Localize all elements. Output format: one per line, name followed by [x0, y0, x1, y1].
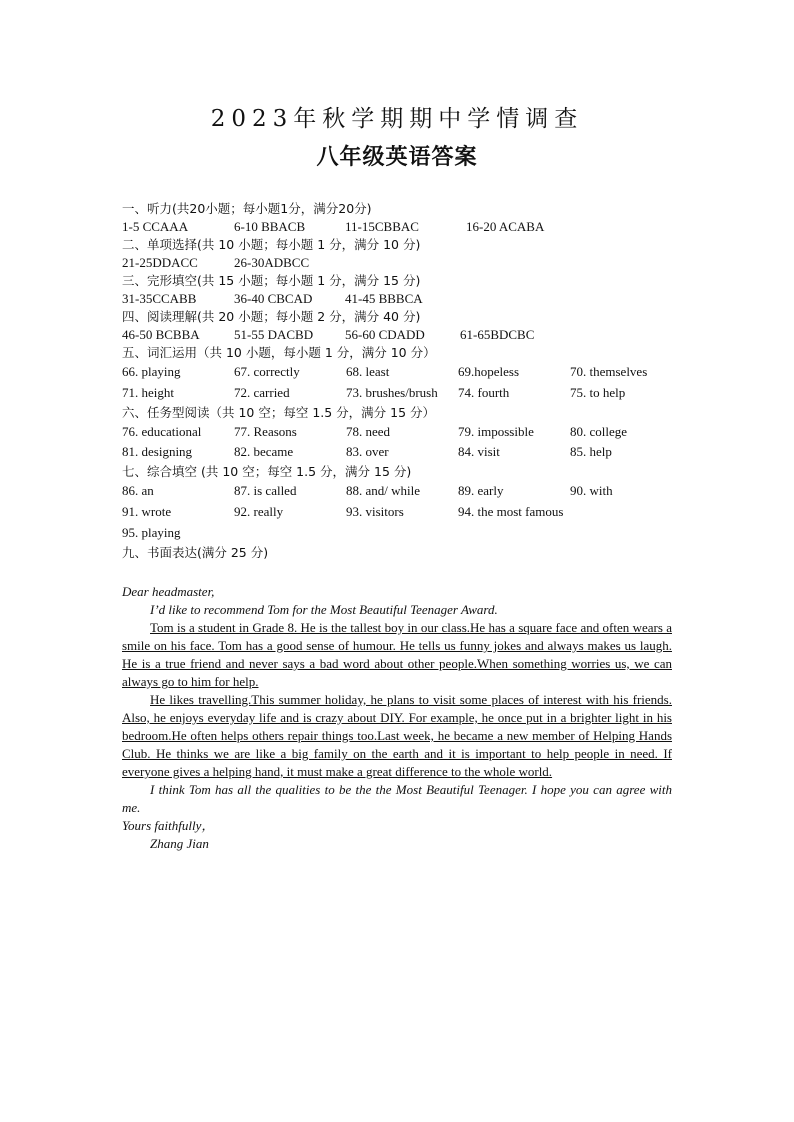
- answer-item: 21-25DDACC: [122, 255, 198, 270]
- answer-item: 73. brushes/brush: [346, 384, 438, 400]
- answer-item: 70. themselves: [570, 364, 648, 379]
- answer-item: 69.hopeless: [458, 364, 520, 379]
- answer-item: 82. became: [234, 444, 294, 460]
- answer-row: [122, 523, 674, 544]
- answer-item: 93. visitors: [346, 503, 404, 519]
- section-heading-vocabulary: 五、词汇运用（共 10 小题，每小题 1 分，满分 10 分）: [122, 345, 436, 360]
- answer-item: 95. playing: [122, 524, 181, 540]
- answer-item: 94. the most famous: [458, 503, 564, 519]
- answer-item: 74. fourth: [458, 384, 510, 400]
- answer-item: 72. carried: [234, 384, 290, 400]
- answer-item: 11-15CBBAC: [345, 219, 419, 234]
- answer-row: [122, 422, 674, 443]
- model-essay: [122, 583, 672, 853]
- answer-item: 31-35CCABB: [122, 291, 197, 306]
- answer-item: 88. and/ while: [346, 483, 421, 499]
- answer-item: 26-30ADBCC: [234, 255, 310, 270]
- answer-row: [122, 442, 674, 463]
- answer-row: [122, 290, 674, 308]
- answer-item: 78. need: [346, 423, 391, 439]
- answer-item: 71. height: [122, 384, 174, 400]
- essay-closing: I think Tom has all the qualities to be the the Most Beautiful Teenager. I hope you can agree with me.: [122, 782, 672, 815]
- exam-title: 2023年秋学期期中学情调查: [210, 106, 584, 132]
- answer-item: 81. designing: [122, 444, 193, 460]
- answer-item: 84. visit: [458, 444, 500, 460]
- answer-item: 61-65BDCBC: [460, 327, 535, 342]
- section-heading-task-reading: 六、任务型阅读（共 10 空；每空 1.5 分，满分 15 分）: [122, 404, 436, 420]
- section-heading-writing: 九、书面表达(满分 25 分): [122, 544, 269, 560]
- essay-paragraph-1: [122, 619, 672, 691]
- answer-item: 67. correctly: [234, 364, 300, 379]
- answer-item: 85. help: [570, 444, 612, 460]
- answer-item: 87. is called: [234, 483, 297, 499]
- answer-item: 75. to help: [570, 384, 626, 400]
- answer-item: 36-40 CBCAD: [234, 291, 313, 306]
- answer-item: 86. an: [122, 483, 154, 499]
- answer-item: 80. college: [570, 423, 628, 439]
- answer-item: 51-55 DACBD: [234, 327, 314, 342]
- answer-item: 1-5 CCAAA: [122, 219, 189, 234]
- answer-item: 79. impossible: [458, 423, 534, 439]
- section-heading-multiple-choice: 二、单项选择(共 10 小题；每小题 1 分，满分 10 分): [122, 237, 421, 252]
- answer-item: 16-20 ACABA: [466, 219, 545, 234]
- answer-row: [122, 254, 674, 272]
- answer-item: 68. least: [346, 364, 390, 379]
- essay-greeting: Dear headmaster,: [122, 584, 215, 599]
- section-heading-comprehensive-fill: 七、综合填空 (共 10 空；每空 1.5 分，满分 15 分): [122, 464, 412, 480]
- answer-item: 90. with: [570, 483, 613, 499]
- answer-key-subtitle: 八年级英语答案: [316, 145, 478, 170]
- answer-item: 46-50 BCBBA: [122, 327, 200, 342]
- answer-row: [122, 481, 674, 502]
- answer-item: 56-60 CDADD: [345, 327, 425, 342]
- essay-paragraph-2-text: He likes travelling.This summer holiday, he plans to visit some places of interest with his friends. Also, he enjoys everyday life and is crazy about DIY. For example, he once put in a brighter light in his bedroom.He often helps others repair things too.Last week, he became a new member of Helping Hands Club. He thinks we are like a big family on the earth and it is important to help people in need. If everyone gives a helping hand, it must make a great difference to the whole world.: [122, 692, 672, 779]
- essay-paragraph-1-text: Tom is a student in Grade 8. He is the tallest boy in our class.He has a square face and often wears a smile on his face. Tom has a good sense of humour. He tells us funny jokes and always makes us laugh. He is a true friend and never says a bad word about other people.When something worries us, we can always go to him for help.: [122, 620, 672, 689]
- essay-signature: Zhang Jian: [150, 836, 209, 851]
- answer-key: [122, 200, 674, 562]
- answer-item: 91. wrote: [122, 503, 172, 519]
- section-heading-reading: 四、阅读理解(共 20 小题；每小题 2 分，满分 40 分): [122, 309, 421, 324]
- answer-row: [122, 218, 674, 236]
- answer-item: 89. early: [458, 483, 504, 499]
- answer-row: [122, 362, 674, 383]
- essay-signoff: Yours faithfully，: [122, 818, 215, 833]
- answer-item: 83. over: [346, 444, 389, 460]
- answer-item: 41-45 BBBCA: [345, 291, 423, 306]
- essay-intro: I’d like to recommend Tom for the Most Beautiful Teenager Award.: [150, 602, 498, 617]
- essay-paragraph-2: [122, 691, 672, 781]
- answer-item: 66. playing: [122, 364, 181, 379]
- section-heading-listening: 一、听力(共20小题；每小题1分，满分20分): [122, 201, 372, 216]
- answer-item: 76. educational: [122, 423, 202, 439]
- answer-item: 92. really: [234, 503, 284, 519]
- answer-item: 6-10 BBACB: [234, 219, 306, 234]
- answer-row: [122, 502, 674, 523]
- answer-row: [122, 326, 674, 344]
- answer-item: 77. Reasons: [234, 423, 297, 439]
- answer-row: [122, 383, 674, 404]
- section-heading-cloze: 三、完形填空(共 15 小题；每小题 1 分，满分 15 分): [122, 273, 421, 288]
